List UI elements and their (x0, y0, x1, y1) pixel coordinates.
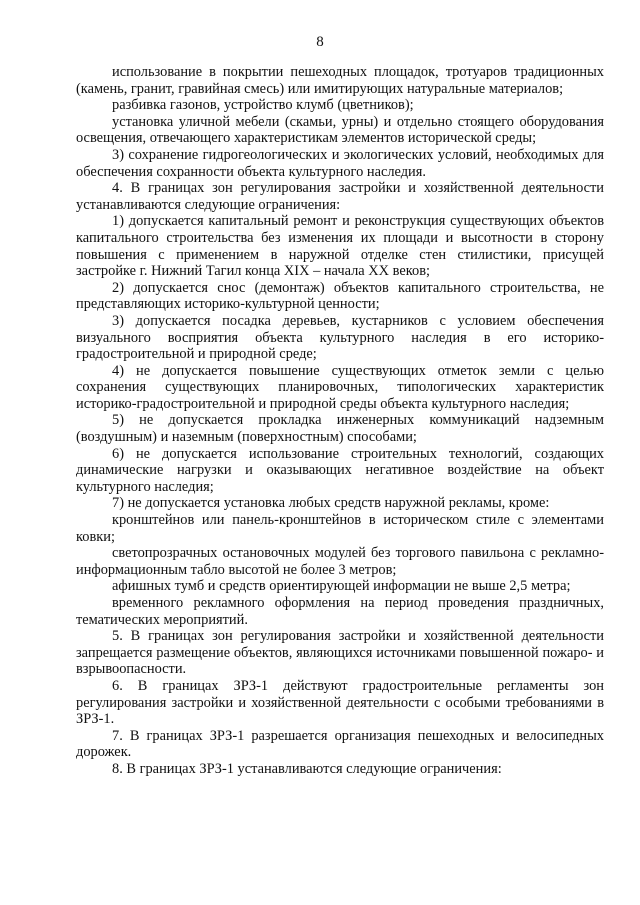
paragraph: 6. В границах ЗРЗ-1 действуют градостроительные регламенты зон регулирования застройки и хозяйственной деятельности с особыми требованиями в ЗРЗ-1. (76, 677, 604, 728)
paragraph: 8. В границах ЗРЗ-1 устанавливаются следующие ограничения: (112, 760, 502, 777)
paragraph: 3) сохранение гидрогеологических и экологических условий, необходимых для обеспечения сохранности объекта культурного наследия. (76, 146, 604, 180)
paragraph: 5. В границах зон регулирования застройки и хозяйственной деятельности запрещается размещение объектов, являющихся источниками повышенной пожаро- и взрывоопасности. (76, 628, 604, 678)
paragraph: 7) не допускается установка любых средств наружной рекламы, кроме: (112, 495, 550, 512)
paragraph: 3) допускается посадка деревьев, кустарников с условием обеспечения визуального восприятия объекта культурного наследия в его историко-градостроительной и природной среде; (76, 312, 604, 363)
document-body (76, 64, 604, 778)
paragraph: кронштейнов или панель-кронштейнов в историческом стиле с элементами ковки; (76, 512, 604, 545)
paragraph: 1) допускается капитальный ремонт и реконструкция существующих объектов капитального строительства без изменения их площади и высотности в сторону повышения с применением в наружной отделке стен стилистики, присущей застройке г. Нижний Тагил конца XIX – начала XX веков; (76, 213, 604, 280)
paragraph: 4. В границах зон регулирования застройки и хозяйственной деятельности устанавливаются следующие ограничения: (76, 180, 604, 213)
paragraph: 5) не допускается прокладка инженерных коммуникаций надземным (воздушным) и наземным (поверхностным) способами; (76, 412, 604, 446)
paragraph: светопрозрачных остановочных модулей без торгового павильона с рекламно-информационным табло высотой не более 3 метров; (76, 545, 604, 578)
paragraph: 7. В границах ЗРЗ-1 разрешается организация пешеходных и велосипедных дорожек. (76, 727, 604, 761)
paragraph: 4) не допускается повышение существующих отметок земли с целью сохранения существующих планировочных, типологических характеристик историко-градостроительной и природной среды объекта культурного наследия; (76, 362, 604, 412)
page-number: 8 (316, 34, 324, 50)
paragraph: 2) допускается снос (демонтаж) объектов капитального строительства, не представляющих историко-культурной ценности; (76, 279, 604, 313)
paragraph: разбивка газонов, устройство клумб (цветников); (112, 97, 414, 114)
paragraph: установка уличной мебели (скамьи, урны) и отдельно стоящего оборудования освещения, отвечающего характеристикам элементов исторической среды; (76, 113, 604, 147)
paragraph: 6) не допускается использование строительных технологий, создающих динамические нагрузки и оказывающих негативное воздействие на объект культурного наследия; (76, 445, 604, 495)
paragraph: использование в покрытии пешеходных площадок, тротуаров традиционных (камень, гранит, гравийная смесь) или имитирующих натуральные материалов; (76, 64, 604, 97)
paragraph: временного рекламного оформления на период проведения праздничных, тематических мероприятий. (76, 595, 604, 628)
paragraph: афишных тумб и средств ориентирующей информации не выше 2,5 метра; (112, 578, 571, 595)
